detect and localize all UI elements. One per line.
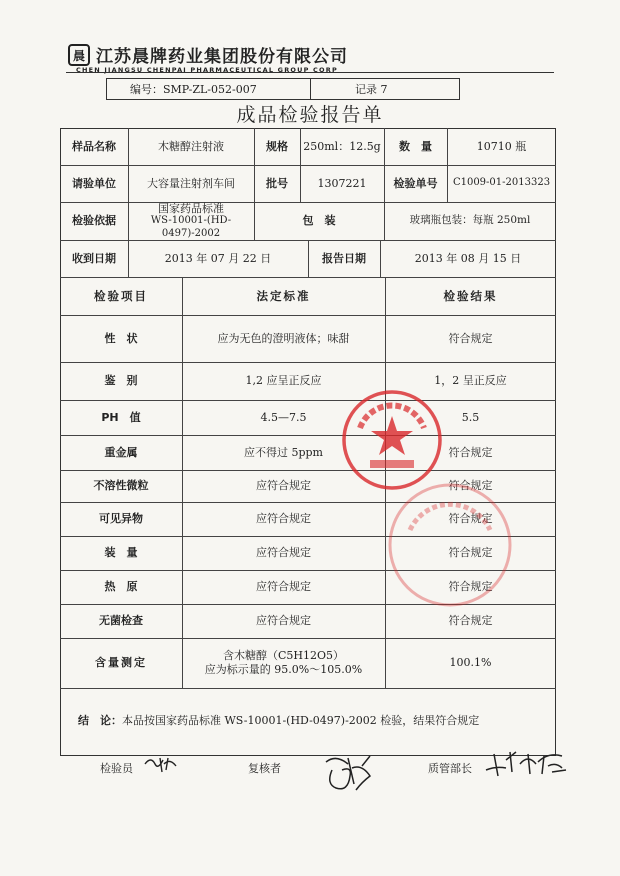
test-item: 可见异物 [99,512,143,526]
test-result: 100.1% [449,656,492,670]
batch-value: 1307221 [317,176,367,190]
test-item: 热 原 [104,580,138,594]
company-name-cn: 江苏晨牌药业集团股份有限公司 [96,47,348,67]
test-result: 符合规定 [448,445,493,459]
conclusion [78,712,479,728]
test-result: 符合规定 [448,614,493,628]
company-seal-stamp [340,388,444,492]
qa-head-signature [482,746,572,780]
dept-label: 请验单位 [72,176,116,190]
test-result: 符合规定 [448,479,493,493]
spec-label: 规格 [266,139,288,153]
inspector-signature [142,752,180,776]
report-no-value: C1009-01-2013323 [452,177,551,189]
test-standard: 应不得过 5ppm [243,445,323,459]
assay-standard-line2: 应为标示量的 95.0%～105.0% [204,663,363,676]
doc-code: 编号：SMP-ZL-052-007 [130,83,257,96]
col-header-item: 检验项目 [94,288,148,303]
conclusion-label: 结 论： [78,714,122,727]
record-number: 记录 7 [355,83,388,96]
header-divider [66,72,554,73]
col-header-result: 检验结果 [443,288,498,303]
basis-value [128,202,254,240]
sample-name-label: 样品名称 [72,139,116,153]
test-standard: 应为无色的澄明液体；味甜 [217,331,350,345]
test-standard: 应符合规定 [256,512,311,526]
test-result: 符合规定 [448,331,493,345]
test-standard [182,638,385,688]
test-item: 含量测定 [95,656,147,670]
basis-value-line2: WS-10001-(HD-0497)-2002 [150,215,232,239]
test-item: 重金属 [104,445,138,459]
quantity-label: 数 量 [399,139,432,153]
dept-value: 大容量注射剂车间 [147,176,235,190]
report-date-value: 2013 年 08 月 15 日 [414,251,522,265]
sample-name-value: 木糖醇注射液 [158,139,224,153]
test-item: PH 值 [101,410,141,424]
company-name-en: CHEN JIANGSU CHENPAI PHARMACEUTICAL GROUP CORP [76,66,338,74]
reviewer-signature [318,748,380,808]
test-result: 符合规定 [448,546,493,560]
test-item: 不溶性微粒 [93,479,149,493]
basis-label: 检验依据 [72,214,116,228]
doc-code-divider [310,78,311,100]
test-item: 装 量 [104,546,138,560]
quantity-value: 10710 瓶 [476,139,527,153]
test-result: 1，2 呈正反应 [434,374,507,388]
conclusion-text: 本品按国家药品标准 WS-10001-(HD-0497)-2002 检验，结果符合规定 [122,714,480,727]
test-standard: 应符合规定 [256,479,311,493]
test-result: 符合规定 [448,512,493,526]
test-item: 性 状 [104,331,138,345]
faded-seal-stamp [385,480,515,610]
test-result: 符合规定 [448,580,493,594]
row-line [60,688,556,689]
test-standard: 4.5—7.5 [260,410,307,424]
test-item: 鉴 别 [104,374,138,388]
report-date-label: 报告日期 [322,251,366,265]
test-item: 无菌检查 [99,614,143,628]
received-date-value: 2013 年 07 月 22 日 [164,251,272,265]
received-date-label: 收到日期 [72,251,116,265]
basis-value-line1: 国家药品标准 [158,201,224,215]
test-standard: 应符合规定 [256,580,311,594]
qa-head-label: 质管部长 [428,762,472,775]
test-result: 5.5 [461,410,480,424]
col-header-standard: 法定标准 [256,288,311,303]
inspector-label: 检验员 [100,762,133,775]
test-standard: 应符合规定 [256,546,311,560]
test-standard: 应符合规定 [256,614,311,628]
package-label: 包 装 [302,214,336,228]
reviewer-label: 复核者 [248,762,281,775]
company-logo-icon: 晨 [68,44,90,66]
batch-label: 批号 [266,176,288,190]
assay-standard-line1: 含木糖醇（C5H12O5） [222,649,345,663]
test-standard: 1,2 应呈正反应 [245,374,322,388]
report-no-label: 检验单号 [393,176,438,190]
spec-value: 250ml：12.5g [303,139,381,153]
page-title: 成品检验报告单 [236,104,384,126]
package-value: 玻璃瓶包装：每瓶 250ml [409,214,531,227]
